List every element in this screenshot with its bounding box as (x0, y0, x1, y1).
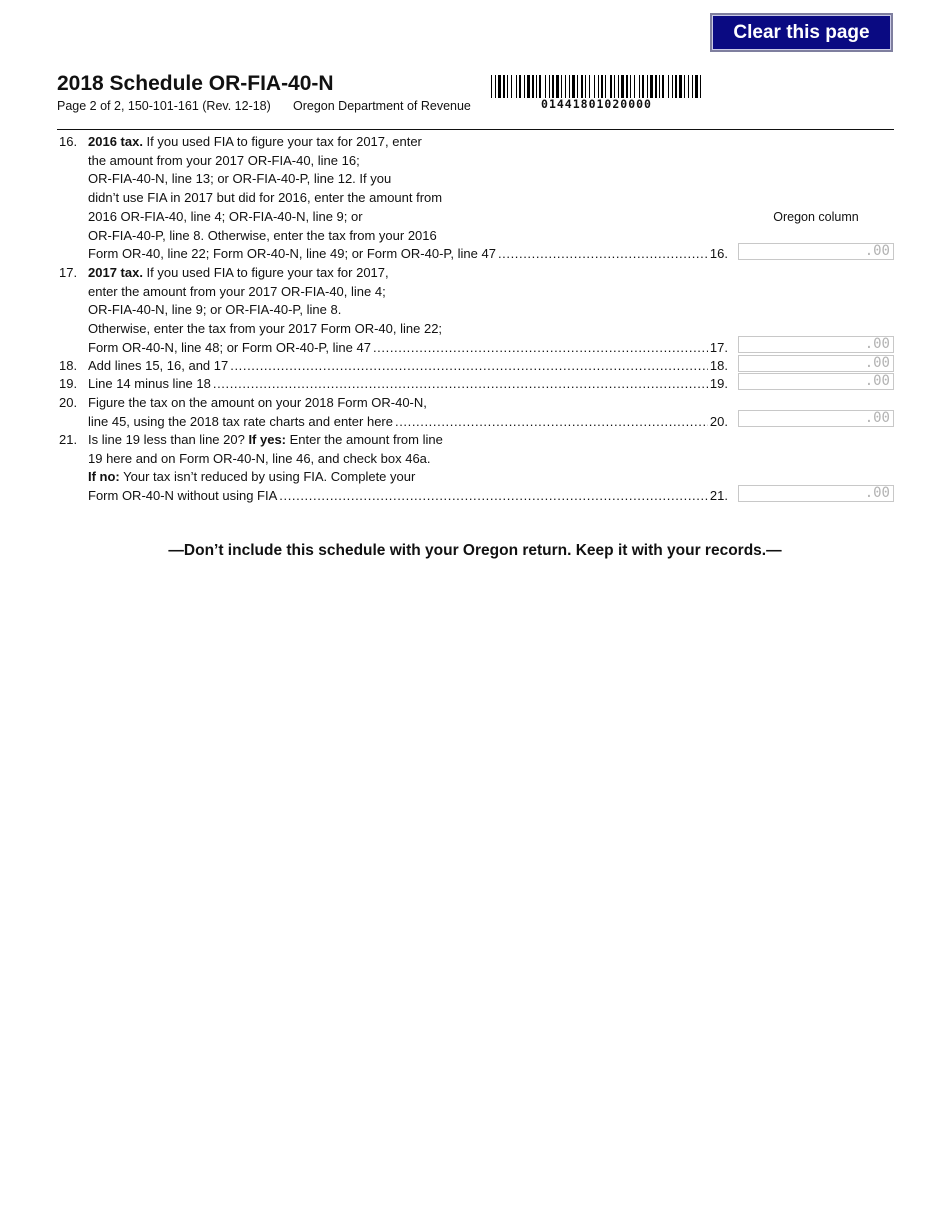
line-19-amount-input[interactable]: .00 (738, 373, 894, 390)
line-16-amount-input[interactable]: .00 (738, 243, 894, 260)
line-text: the amount from your 2017 OR-FIA-40, line 16; (88, 152, 360, 168)
line-heading: 2017 tax. (88, 265, 143, 280)
leader-dots (279, 487, 708, 506)
line-number: 16. (59, 134, 78, 149)
line-heading: If no: (88, 469, 120, 485)
line-text: OR-FIA-40-N, line 13; or OR-FIA-40-P, line 12. If you (88, 171, 392, 187)
line-end-number: 16. (709, 246, 728, 262)
line-text: line 45, using the 2018 tax rate charts and enter here (88, 413, 393, 429)
line-end-number: 19. (709, 376, 728, 391)
leader-dots (395, 413, 708, 432)
line-text: enter the amount from your 2017 OR-FIA-40, line 4; (88, 283, 386, 299)
line-text: If you used FIA to figure your tax for 2017, enter (142, 134, 422, 149)
line-text: If you used FIA to figure your tax for 2017, (142, 265, 389, 280)
barcode-number: 01441801020000 (541, 97, 652, 111)
line-end-number: 21. (709, 488, 728, 504)
form-title: 2018 Schedule OR-FIA-40-N (57, 72, 334, 95)
line-text: Your tax isn’t reduced by using FIA. Complete your (119, 469, 416, 485)
leader-dots (498, 245, 708, 264)
line-text: Enter the amount from line (286, 432, 443, 447)
line-17-amount-input[interactable]: .00 (738, 336, 894, 353)
line-heading: If yes: (248, 432, 287, 447)
header-divider (57, 129, 894, 130)
leader-dots (230, 357, 708, 376)
line-text: Figure the tax on the amount on your 2018 Form OR-40-N, (88, 395, 427, 410)
line-number: 20. (59, 395, 78, 410)
line-text: Form OR-40-N, line 48; or Form OR-40-P, line 47 (88, 339, 371, 355)
line-text: Form OR-40-N without using FIA (88, 488, 278, 504)
line-text: Line 14 minus line 18 (88, 376, 211, 391)
barcode (491, 75, 702, 98)
line-18-amount-input[interactable]: .00 (738, 355, 894, 372)
line-text: 19 here and on Form OR-40-N, line 46, and check box 46a. (88, 450, 431, 466)
line-number: 17. (59, 265, 78, 280)
line-text: Add lines 15, 16, and 17 (88, 358, 229, 373)
line-end-number: 17. (709, 339, 728, 355)
line-20-amount-input[interactable]: .00 (738, 410, 894, 427)
page-info: Page 2 of 2, 150-101-161 (Rev. 12-18) (57, 99, 271, 113)
footer-note: —Don’t include this schedule with your Oregon return. Keep it with your records.— (168, 542, 782, 559)
line-end-number: 20. (709, 413, 728, 429)
line-text: Otherwise, enter the tax from your 2017 Form OR-40, line 22; (88, 321, 443, 337)
line-number: 18. (59, 358, 78, 373)
oregon-column-header: Oregon column (773, 210, 859, 224)
clear-page-button[interactable]: Clear this page (710, 13, 893, 52)
line-end-number: 18. (709, 358, 728, 373)
line-number: 21. (59, 432, 78, 447)
agency-name: Oregon Department of Revenue (293, 99, 471, 113)
line-text: 2016 OR-FIA-40, line 4; OR-FIA-40-N, line 9; or (88, 208, 363, 224)
line-text: OR-FIA-40-P, line 8. Otherwise, enter the tax from your 2016 (88, 227, 437, 243)
leader-dots (213, 375, 708, 394)
line-text: Is line 19 less than line 20? (88, 432, 249, 447)
line-text: Form OR-40, line 22; Form OR-40-N, line 49; or Form OR-40-P, line 47 (88, 246, 496, 262)
line-number: 19. (59, 376, 78, 391)
leader-dots (373, 339, 708, 358)
line-21-amount-input[interactable]: .00 (738, 485, 894, 502)
line-text: OR-FIA-40-N, line 9; or OR-FIA-40-P, line 8. (88, 302, 342, 318)
line-heading: 2016 tax. (88, 134, 143, 149)
line-text: didn’t use FIA in 2017 but did for 2016, enter the amount from (88, 190, 443, 206)
